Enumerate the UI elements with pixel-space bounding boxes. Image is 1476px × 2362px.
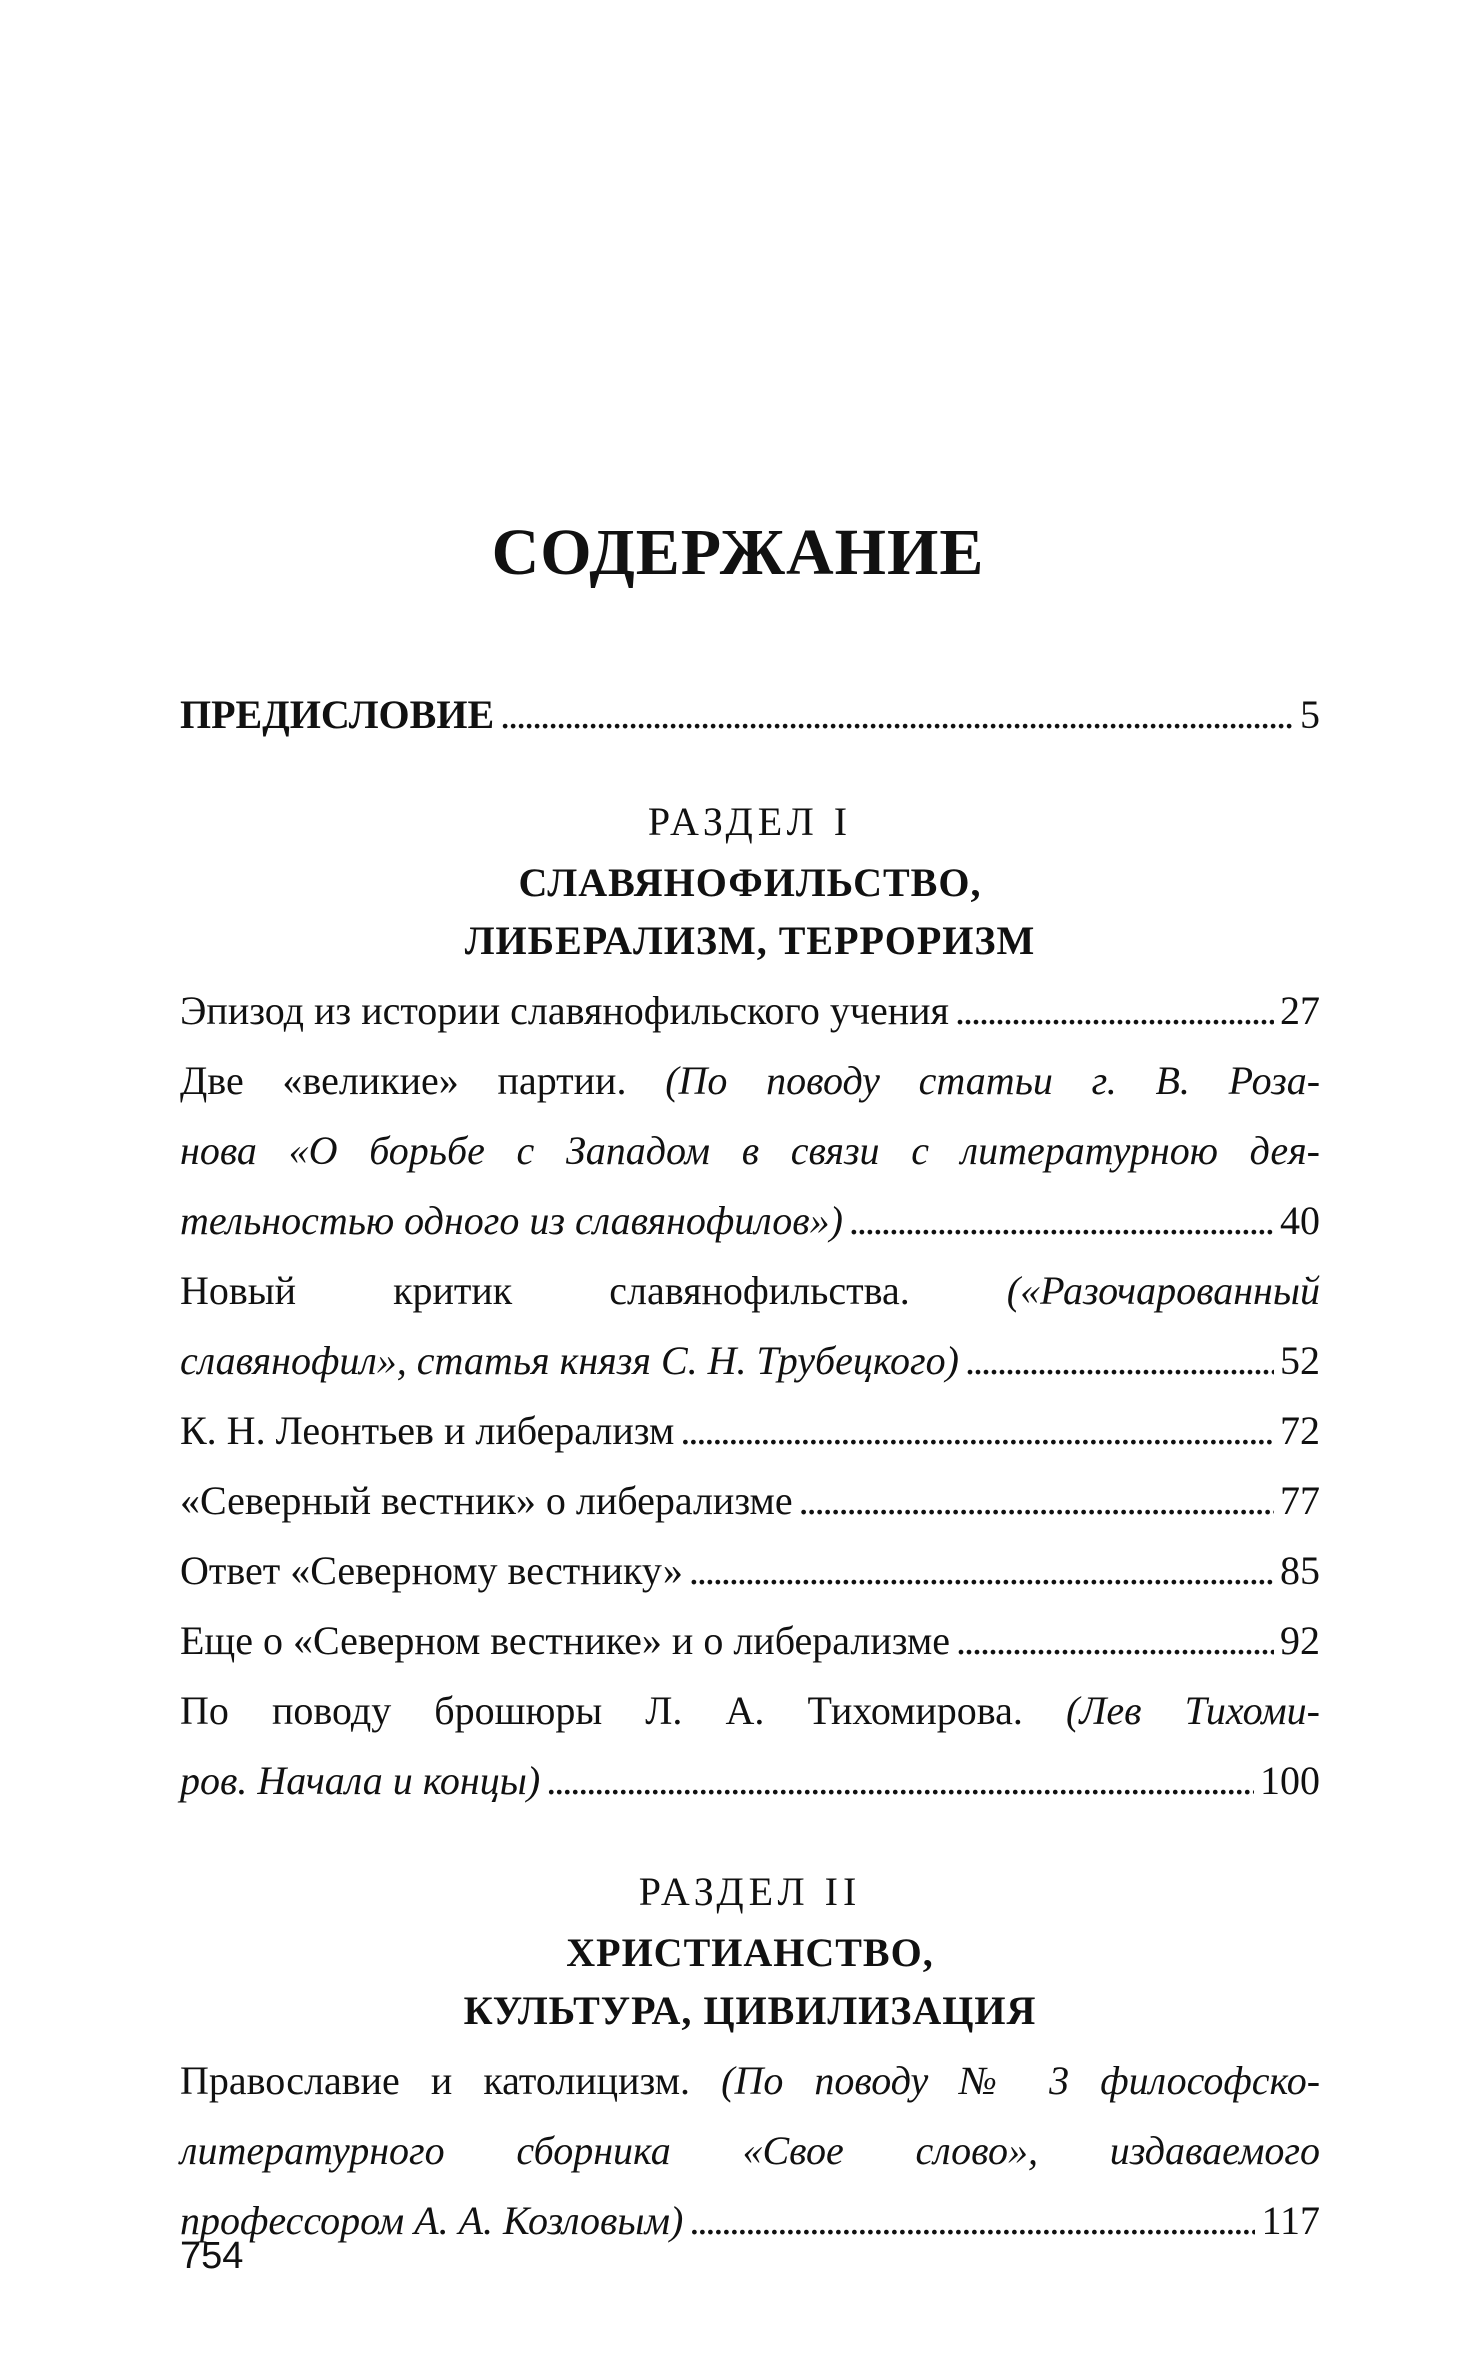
section-label: РАЗДЕЛ I: [647, 799, 853, 844]
toc-entry[interactable]: [180, 976, 1320, 1046]
toc-entry-page: 100: [1260, 1758, 1320, 1803]
page-title: СОДЕРЖАНИЕ: [491, 516, 985, 589]
toc-entry[interactable]: [180, 1046, 1320, 1256]
toc-entry-page: 77: [1280, 1478, 1320, 1523]
toc-entry-page: 27: [1280, 988, 1320, 1033]
toc-entry[interactable]: [180, 1606, 1320, 1676]
toc-entry[interactable]: [180, 1536, 1320, 1606]
toc-entry-title: ров. Начала и концы): [180, 1758, 541, 1803]
toc-entry-line: нова «О борьбе с Западом в связи с литературною дея-: [180, 1128, 1320, 1173]
dot-leader: [955, 976, 1274, 1046]
dot-leader: [956, 1606, 1274, 1676]
dot-leader: [965, 1326, 1274, 1396]
toc-entry[interactable]: [180, 1466, 1320, 1536]
toc-entry-preface[interactable]: [180, 680, 1320, 750]
section-title-line: КУЛЬТУРА, ЦИВИЛИЗАЦИЯ: [463, 1988, 1037, 2033]
toc-entry-page: 40: [1280, 1198, 1320, 1243]
toc-entry-line: По поводу брошюры Л. А. Тихомирова. (Лев Тихоми-: [180, 1688, 1320, 1733]
page-number: 754: [180, 2235, 244, 2277]
toc-entry[interactable]: [180, 1676, 1320, 1816]
toc-entry-title: Эпизод из истории славянофильского учения: [180, 988, 949, 1033]
dot-leader: [799, 1466, 1274, 1536]
toc-entry-page: 5: [1300, 692, 1320, 737]
toc-entry-page: 85: [1280, 1548, 1320, 1593]
toc-entry-title: Ответ «Северному вестнику»: [180, 1548, 683, 1593]
dot-leader: [689, 1536, 1274, 1606]
toc-entry-title: ПРЕДИСЛОВИЕ: [180, 692, 495, 737]
toc-entry[interactable]: [180, 1396, 1320, 1466]
section-1: [180, 790, 1320, 1816]
toc-entry-page: 72: [1280, 1408, 1320, 1453]
toc-entry-title: тельностью одного из славянофилов»): [180, 1198, 843, 1243]
toc-entry-line: Новый критик славянофильства. («Разочарованный: [180, 1268, 1320, 1313]
toc-entry-title: славянофил», статья князя С. Н. Трубецкого): [180, 1338, 959, 1383]
toc-entry-title: Еще о «Северном вестнике» и о либерализме: [180, 1618, 951, 1663]
toc-entry-page: 117: [1261, 2198, 1320, 2243]
toc-entry-line: Православие и католицизм. (По поводу № 3 философско-: [180, 2058, 1321, 2103]
dot-leader: [689, 2186, 1255, 2256]
dot-leader: [680, 1396, 1274, 1466]
section-title-line: СЛАВЯНОФИЛЬСТВО,: [518, 860, 982, 905]
toc-entry-title: К. Н. Леонтьев и либерализм: [180, 1408, 675, 1453]
section-title-line: ЛИБЕРАЛИЗМ, ТЕРРОРИЗМ: [464, 918, 1036, 963]
dot-leader: [849, 1186, 1274, 1256]
toc-entry-title: профессором А. А. Козловым): [180, 2198, 684, 2243]
table-of-contents: [180, 680, 1320, 2256]
toc-entry-page: 92: [1280, 1618, 1320, 1663]
section-2: [180, 1860, 1320, 2256]
toc-entry-line: Две «великие» партии. (По поводу статьи г. В. Роза-: [180, 1058, 1321, 1103]
section-title-line: ХРИСТИАНСТВО,: [566, 1930, 934, 1975]
toc-entry[interactable]: [180, 1256, 1320, 1396]
toc-entry[interactable]: [180, 2046, 1320, 2256]
section-label: РАЗДЕЛ II: [638, 1869, 862, 1914]
toc-entry-title: «Северный вестник» о либерализме: [180, 1478, 793, 1523]
toc-entry-page: 52: [1280, 1338, 1320, 1383]
dot-leader: [500, 680, 1294, 750]
toc-entry-line: литературного сборника «Свое слово», издаваемого: [180, 2128, 1320, 2173]
dot-leader: [546, 1746, 1254, 1816]
